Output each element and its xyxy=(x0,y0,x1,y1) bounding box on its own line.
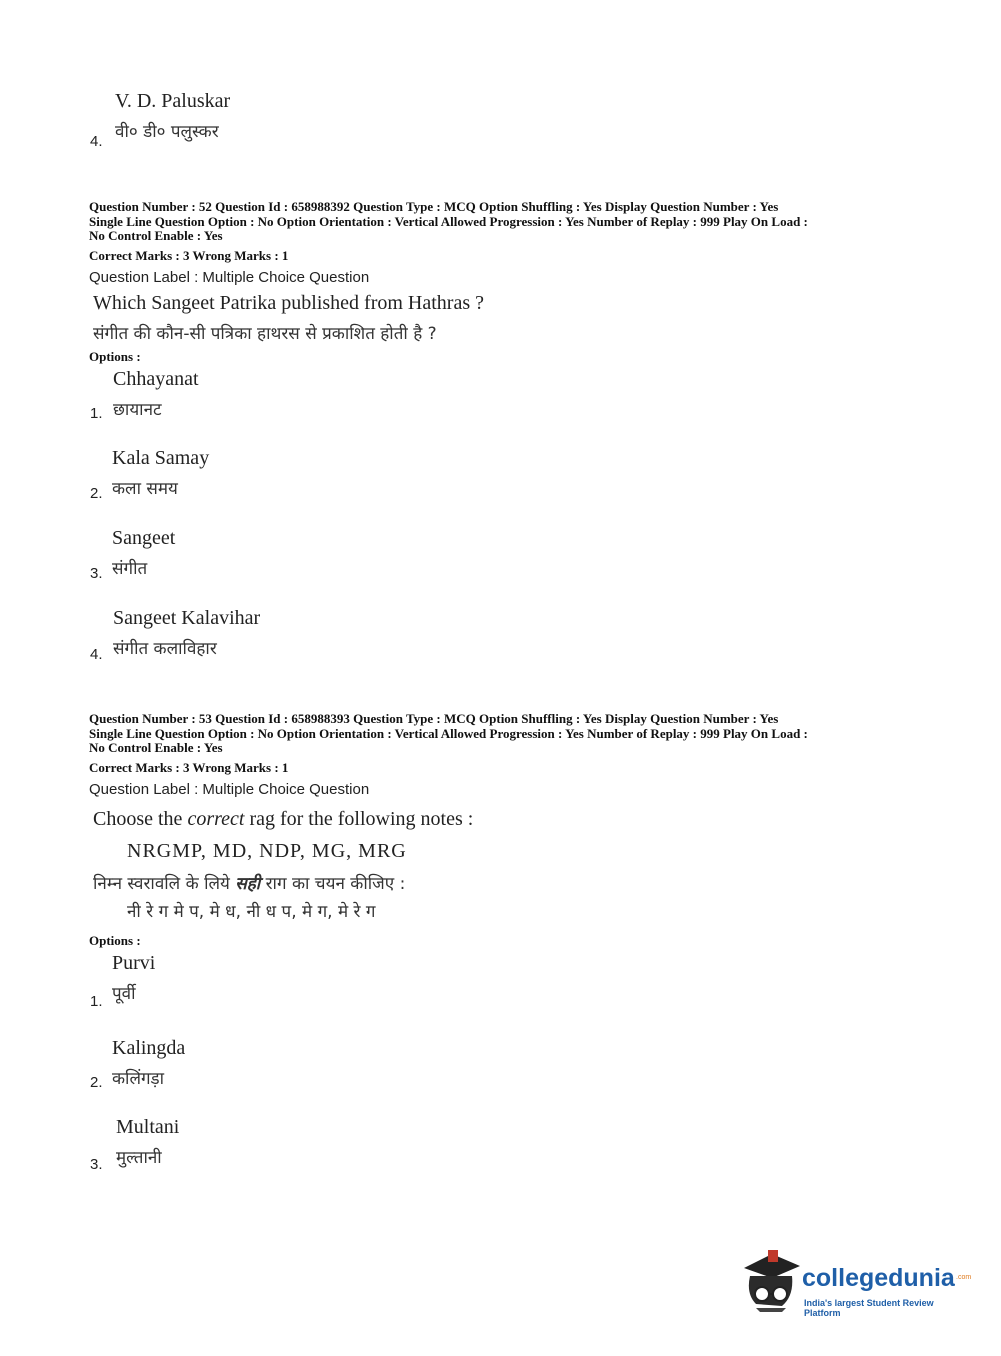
notes-english: NRGMP, MD, NDP, MG, MRG xyxy=(127,840,407,862)
question-text-english xyxy=(93,808,473,831)
question-label: Question Label : Multiple Choice Question xyxy=(89,269,370,286)
option-hindi: कलिंगड़ा xyxy=(112,1069,165,1089)
option-hindi: संगीत xyxy=(112,559,148,579)
option-number: 3. xyxy=(90,1156,103,1173)
question-meta-line: No Control Enable : Yes xyxy=(89,740,223,755)
question-marks: Correct Marks : 3 Wrong Marks : 1 xyxy=(89,248,289,263)
question-text-emphasis: correct xyxy=(187,808,245,830)
options-heading: Options : xyxy=(89,933,141,948)
option-number: 2. xyxy=(90,1074,103,1091)
option-english: Kala Samay xyxy=(112,447,210,469)
option-hindi: मुल्तानी xyxy=(116,1148,162,1168)
question-meta-line: No Control Enable : Yes xyxy=(89,228,223,243)
option-english: Sangeet xyxy=(112,527,176,549)
question-label: Question Label : Multiple Choice Question xyxy=(89,781,370,798)
question-text-hindi xyxy=(93,871,405,894)
option-number: 4. xyxy=(90,646,103,663)
question-meta-line: Single Line Question Option : No Option Orientation : Vertical Allowed Progression : Yes Number of Replay : 999 Play On Load : xyxy=(89,725,808,741)
option-number: 1. xyxy=(90,405,103,422)
option-english: V. D. Paluskar xyxy=(115,90,231,112)
option-number: 4. xyxy=(90,133,103,150)
question-text-emphasis: सही xyxy=(235,874,261,894)
option-english: Chhayanat xyxy=(113,368,199,390)
question-text-part: निम्न स्वरावलि के लिये xyxy=(93,874,236,894)
question-meta-line: Question Number : 52 Question Id : 658988392 Question Type : MCQ Option Shuffling : Yes Display Question Number : Yes xyxy=(89,199,779,214)
option-number: 2. xyxy=(90,485,103,502)
logo-suffix: .com xyxy=(956,1274,972,1281)
logo-tagline: India's largest Student Review Platform xyxy=(804,1298,934,1318)
option-english: Sangeet Kalavihar xyxy=(113,607,261,629)
question-text-hindi: संगीत की कौन-सी पत्रिका हाथरस से प्रकाशित होती है ? xyxy=(93,324,437,344)
question-text-part: Choose the xyxy=(93,808,188,830)
question-marks: Correct Marks : 3 Wrong Marks : 1 xyxy=(89,760,289,775)
logo-wordmark: collegedunia xyxy=(802,1264,955,1292)
option-english: Multani xyxy=(116,1116,180,1138)
question-text-part: राग का चयन कीजिए : xyxy=(260,874,406,894)
question-text-english: Which Sangeet Patrika published from Hathras ? xyxy=(93,292,484,314)
options-heading: Options : xyxy=(89,349,141,364)
option-number: 3. xyxy=(90,565,103,582)
option-hindi: छायानट xyxy=(113,400,162,420)
mascot-icon xyxy=(742,1250,802,1312)
option-english: Purvi xyxy=(112,952,156,974)
option-english: Kalingda xyxy=(112,1037,186,1059)
collegedunia-logo xyxy=(742,1250,970,1316)
option-hindi: वी० डी० पलुस्कर xyxy=(115,122,219,142)
question-meta-line: Single Line Question Option : No Option Orientation : Vertical Allowed Progression : Yes Number of Replay : 999 Play On Load : xyxy=(89,213,808,229)
option-hindi: कला समय xyxy=(112,479,178,499)
question-meta-line: Question Number : 53 Question Id : 658988393 Question Type : MCQ Option Shuffling : Yes Display Question Number : Yes xyxy=(89,711,779,726)
option-hindi: पूर्वी xyxy=(112,984,136,1004)
option-hindi: संगीत कलाविहार xyxy=(113,639,217,659)
question-text-part: rag for the following notes : xyxy=(244,808,474,830)
option-number: 1. xyxy=(90,993,103,1010)
notes-hindi: नी रे ग मे प, मे ध, नी ध प, मे ग, मे रे ग xyxy=(127,902,376,922)
